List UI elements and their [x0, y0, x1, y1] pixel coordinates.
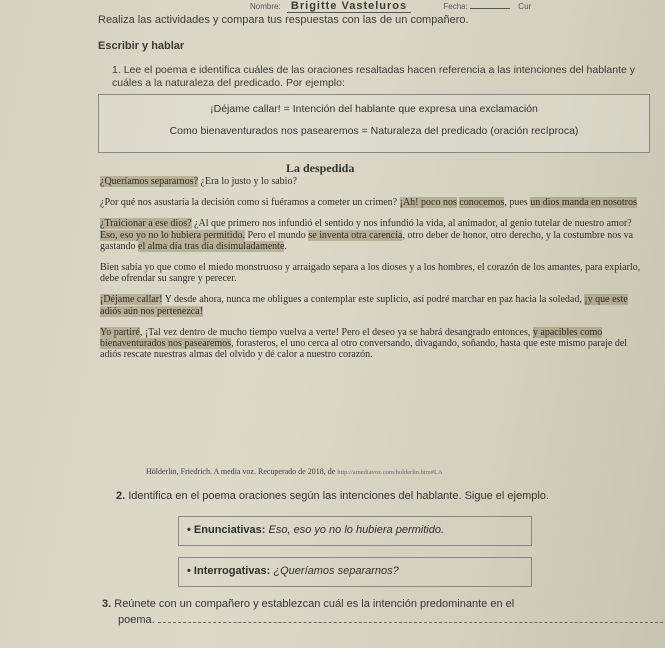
answer-line[interactable]	[158, 614, 665, 623]
question-2	[116, 490, 549, 502]
highlight: ¡Ah! poco nos	[399, 197, 457, 209]
highlight: ¡Déjame callar!	[100, 294, 163, 306]
text: Pero el mundo	[244, 229, 309, 241]
highlight: ¿Queríamos separarnos?	[100, 176, 199, 187]
highlight: un dios manda en nosotros	[530, 197, 637, 209]
text: .	[284, 240, 287, 252]
section-title: Escribir y hablar	[98, 40, 185, 52]
poem-stanza-4	[100, 262, 645, 284]
example-line-1: ¡Déjame callar! = Intención del hablante que expresa una exclamación	[210, 103, 538, 115]
question-3	[102, 598, 514, 610]
text: , otro deber de honor, otro derecho, y la costumbre nos va gastando	[100, 229, 634, 252]
answer-box-interrogativas[interactable]	[178, 557, 532, 587]
poem-stanza-6	[100, 327, 645, 361]
instructions: Realiza las actividades y compara tus respuestas con las de un compañero.	[98, 14, 469, 26]
text: , forasteros, el uno cerca al otro conversando, divagando, soñando, hasta que este mismo paraje del adiós rescate nuestras almas del olvido y dé calor a nuestro corazón.	[100, 338, 628, 361]
date-field[interactable]	[470, 8, 510, 9]
highlight: el alma día tras día disimuladamente	[138, 240, 285, 252]
example-line-2: Como bienaventurados nos pasearemos = Naturaleza del predicado (oración recíproca)	[169, 125, 579, 137]
highlight: se inventa otra carencia	[308, 229, 403, 241]
name-label: Nombre:	[250, 2, 281, 11]
answer-box-enunciativas[interactable]	[178, 516, 532, 546]
question-3-number: 3.	[102, 598, 112, 610]
poem-title: La despedida	[286, 161, 355, 175]
name-field[interactable]: Brigitte Vasteluros	[287, 0, 411, 13]
question-3-line-2	[118, 614, 665, 626]
answer-content	[187, 524, 444, 536]
highlight: ¡y que este adiós aún nos pertenezca!	[100, 294, 628, 317]
text: ¿Era lo justo y lo sabio?	[198, 176, 297, 187]
text: Y desde ahora, nunca me obligues a contemplar este suplicio, así podré marchar en paz hacia la soledad,	[162, 294, 585, 306]
poem-stanza-5	[100, 294, 645, 316]
highlight: Eso, eso yo no lo hubiera permitido.	[100, 229, 245, 241]
bullet: •	[187, 524, 191, 536]
answer-label: Enunciativas:	[193, 524, 266, 536]
example-box	[98, 94, 650, 153]
question-2-number: 2.	[116, 490, 126, 502]
question-2-text: Identifica en el poema oraciones según las intenciones del hablante. Sigue el ejemplo.	[128, 490, 549, 502]
text: , ¡Tal vez dentro de mucho tiempo vuelva a verte! Pero el deseo ya se habrá desangrado entonces,	[139, 326, 533, 338]
text: ¿Por qué nos asustaría la decisión como si fuéramos a cometer un crimen?	[100, 197, 400, 209]
highlight: ¿Traicionar a ese dios?	[100, 218, 192, 230]
text: , pues	[504, 197, 531, 209]
question-1	[112, 64, 642, 90]
text: ¿Al que primero nos infundió el sentido y nos infundió la vida, al animador, al genio tutelar de nuestro amor?	[191, 218, 632, 230]
question-3-text-2: poema.	[118, 614, 155, 626]
question-3-text: Reúnete con un compañero y establezcan cuál es la intención predominante en el	[114, 598, 515, 610]
poem-stanza-2	[100, 197, 645, 208]
poem-body	[100, 176, 645, 370]
question-1-text: Lee el poema e identifica cuáles de las oraciones resaltadas hacen referencia a las intenciones del hablante y cuáles a la naturaleza del predicado. Por ejemplo:	[112, 64, 636, 89]
answer-label: Interrogativas:	[193, 565, 271, 577]
question-1-number: 1.	[112, 64, 121, 76]
poem-stanza-3	[100, 218, 645, 252]
date-label: Fecha:	[443, 2, 468, 11]
poem-credit	[146, 467, 443, 476]
poem-stanza-1	[100, 176, 645, 187]
header	[250, 0, 531, 12]
highlight: y apacibles como bienaventurados nos pasearemos	[100, 326, 603, 350]
bullet: •	[187, 565, 191, 577]
highlight: Yo partiré	[100, 326, 140, 338]
course-label: Cur	[518, 2, 532, 11]
credit-url[interactable]: http://amediavoz.com/holderlin.htm#LA	[337, 469, 443, 476]
answer-content	[187, 565, 399, 577]
credit-text: Hölderlin, Friedrich. A media voz. Recuperado de 2018, de	[146, 467, 338, 476]
highlight: conocemos	[459, 197, 505, 209]
answer-text: ¿Queríamos separarnos?	[270, 565, 399, 577]
answer-text: Eso, eso yo no lo hubiera permitido.	[265, 524, 444, 536]
text: Bien sabía yo que como el miedo monstruoso y arraigado separa a los dioses y a los hombres, el corazón de los amantes, para expiarlo, debe ofrendar su sangre y perecer.	[100, 262, 641, 285]
